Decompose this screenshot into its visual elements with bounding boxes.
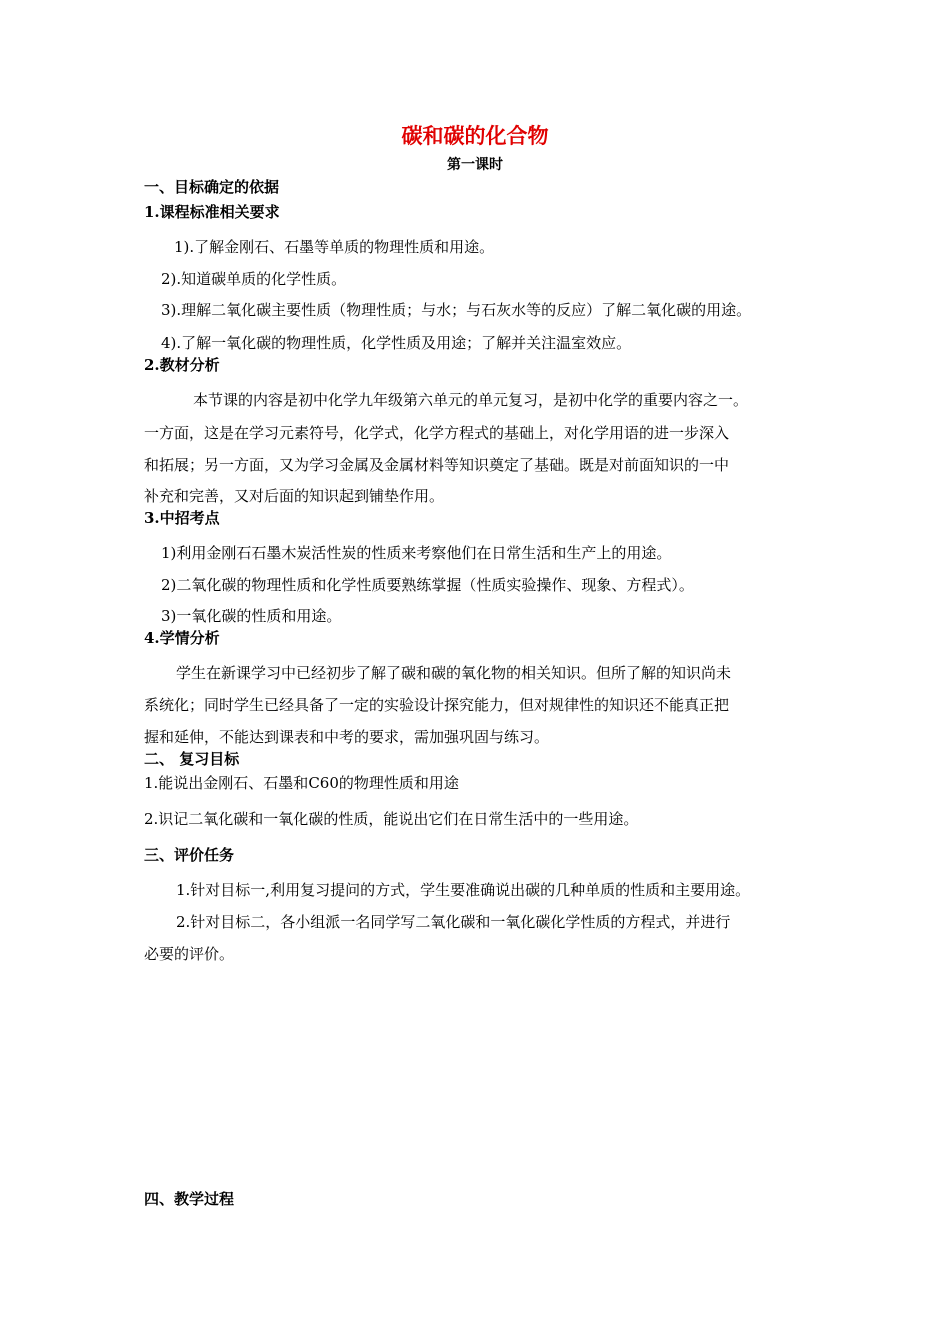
paragraph-line: 补充和完善，又对后面的知识起到铺垫作用。: [144, 487, 445, 505]
list-item: 3).理解二氧化碳主要性质（物理性质；与水；与石灰水等的反应）了解二氧化碳的用途。: [161, 301, 752, 319]
section-heading-3: 三、评价任务: [144, 846, 235, 864]
list-item: 1.能说出金刚石、石墨和C60的物理性质和用途: [144, 774, 459, 792]
paragraph-line: 握和延伸，不能达到课表和中考的要求，需加强巩固与练习。: [144, 728, 550, 746]
paragraph-line: 1.针对目标一,利用复习提问的方式，学生要准确说出碳的几种单质的性质和主要用途。: [176, 881, 751, 899]
subsection-heading-1-4: 4.学情分析: [144, 629, 220, 647]
paragraph-line: 一方面，这是在学习元素符号，化学式，化学方程式的基础上，对化学用语的进一步深入: [144, 424, 730, 442]
list-item: 2)二氧化碳的物理性质和化学性质要熟练掌握（性质实验操作、现象、方程式）。: [161, 576, 694, 594]
document-subtitle: 第一课时: [447, 157, 503, 173]
subsection-heading-1-2: 2.教材分析: [144, 356, 220, 374]
list-item: 2.识记二氧化碳和一氧化碳的性质，能说出它们在日常生活中的一些用途。: [144, 810, 639, 828]
subsection-heading-1-1: 1.课程标准相关要求: [144, 203, 280, 221]
paragraph-line: 和拓展；另一方面，又为学习金属及金属材料等知识奠定了基础。既是对前面知识的一中: [144, 456, 730, 474]
paragraph-line: 2.针对目标二，各小组派一名同学写二氧化碳和一氧化碳化学性质的方程式，并进行: [176, 913, 731, 931]
section-heading-2: 二、 复习目标: [144, 750, 240, 768]
list-item: 2).知道碳单质的化学性质。: [161, 270, 347, 288]
list-item: 3)一氧化碳的性质和用途。: [161, 607, 342, 625]
paragraph-line: 必要的评价。: [144, 945, 235, 963]
section-heading-1: 一、目标确定的依据: [144, 178, 280, 196]
list-item: 4).了解一氧化碳的物理性质，化学性质及用途；了解并关注温室效应。: [161, 334, 632, 352]
section-heading-4: 四、教学过程: [144, 1190, 235, 1208]
paragraph-line: 学生在新课学习中已经初步了解了碳和碳的氧化物的相关知识。但所了解的知识尚未: [176, 664, 732, 682]
paragraph-line: 系统化；同时学生已经具备了一定的实验设计探究能力，但对规律性的知识还不能真正把: [144, 696, 730, 714]
list-item: 1)利用金刚石石墨木炭活性炭的性质来考察他们在日常生活和生产上的用途。: [161, 544, 672, 562]
subsection-heading-1-3: 3.中招考点: [144, 509, 220, 527]
list-item: 1).了解金刚石、石墨等单质的物理性质和用途。: [174, 238, 495, 256]
document-title: 碳和碳的化合物: [401, 123, 549, 148]
paragraph-line: 本节课的内容是初中化学九年级第六单元的单元复习，是初中化学的重要内容之一。: [193, 391, 749, 409]
